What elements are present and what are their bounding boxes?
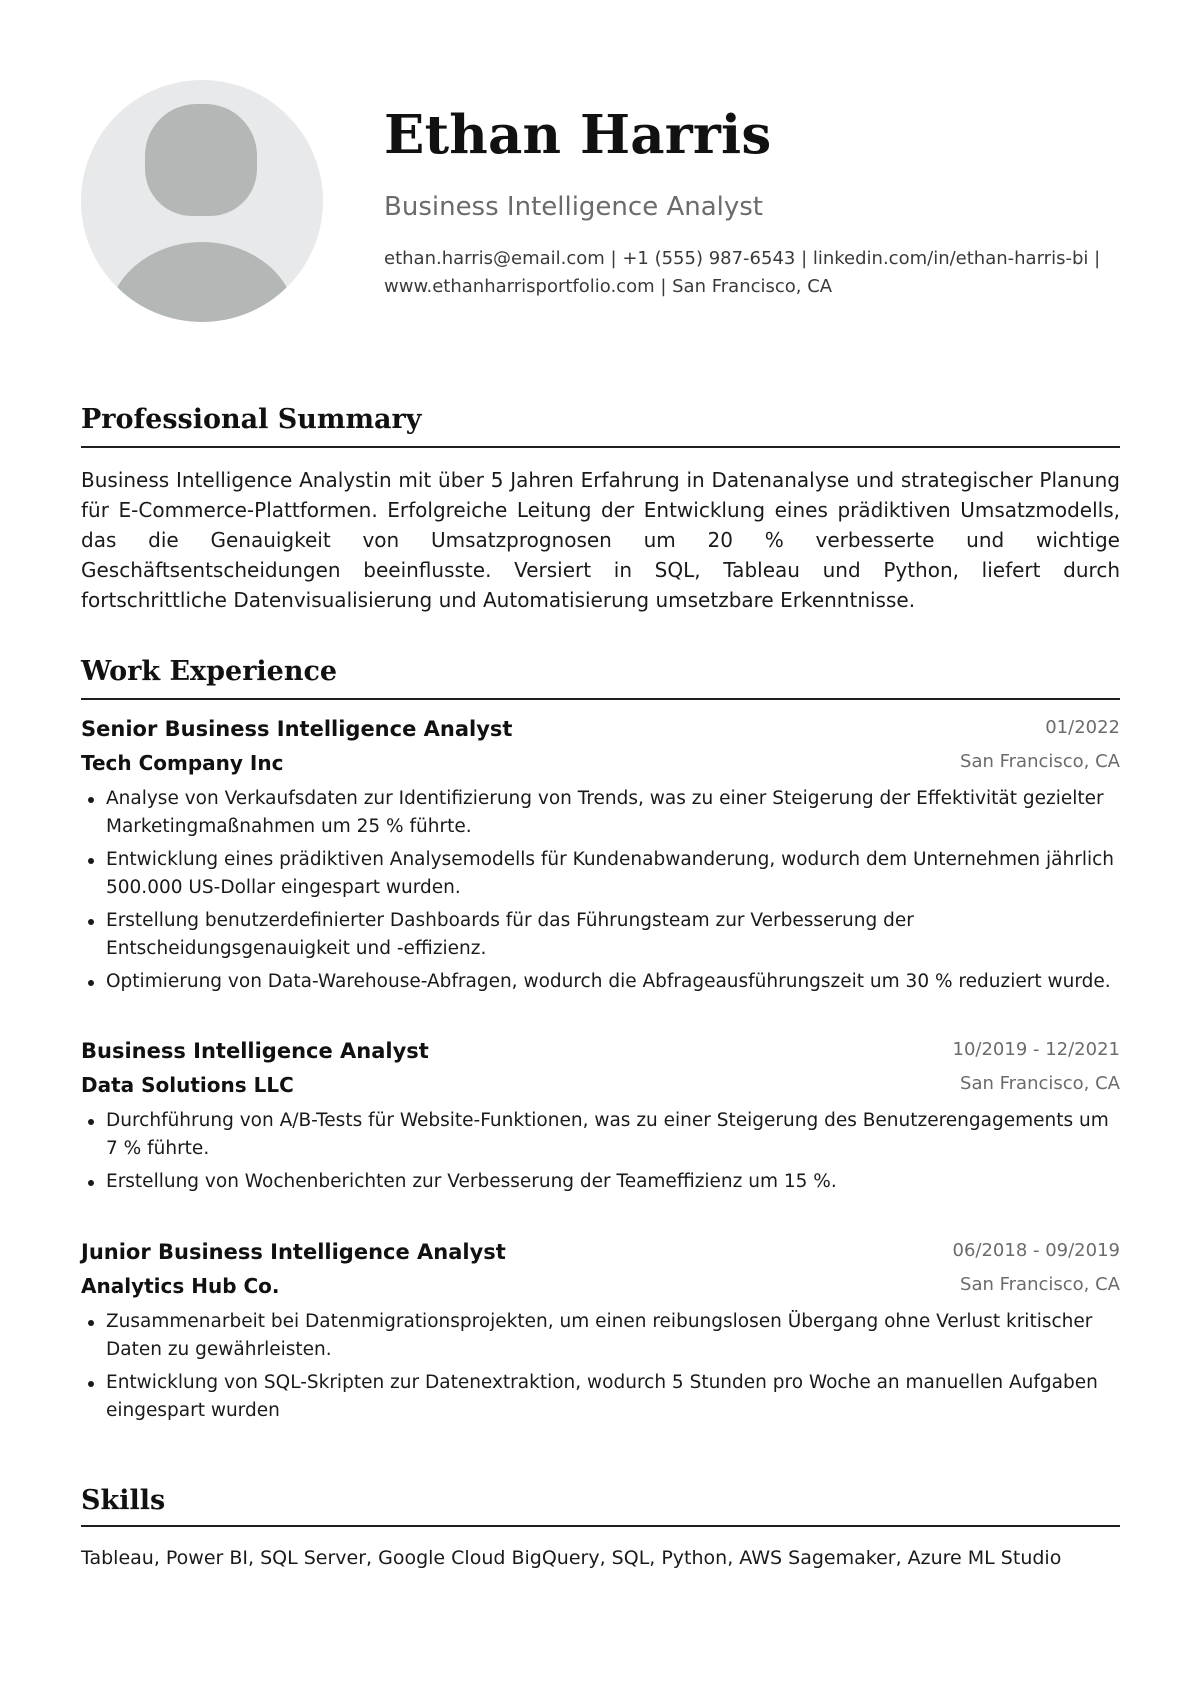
candidate-role: Business Intelligence Analyst (384, 192, 764, 222)
job-bullets (81, 1308, 1120, 1425)
experience-heading: Work Experience (81, 656, 338, 687)
job-bullet (81, 1369, 1120, 1425)
contact-line: ethan.harris@email.com | +1 (555) 987-6543 | linkedin.com/in/ethan-harris-bi | www.ethanharrisportfolio.com | San Francisco, CA (384, 248, 1101, 297)
bullet-dot-icon (88, 797, 94, 803)
job-location: San Francisco, CA (960, 1274, 1120, 1295)
job-company: Data Solutions LLC (81, 1073, 294, 1097)
job-entry (81, 1240, 1120, 1430)
job-bullet (81, 1107, 1120, 1163)
avatar-placeholder (81, 80, 323, 322)
skills-text: Tableau, Power BI, SQL Server, Google Cloud BigQuery, SQL, Python, AWS Sagemaker, Azure ML Studio (81, 1547, 1062, 1569)
job-company-row (81, 1274, 1120, 1308)
job-bullet (81, 1308, 1120, 1364)
job-bullet (81, 907, 1120, 963)
job-bullet-text: Erstellung benutzerdefinierter Dashboards für das Führungsteam zur Verbesserung der Entscheidungsgenauigkeit und -effizienz. (106, 910, 914, 959)
summary-heading: Professional Summary (81, 404, 422, 435)
job-company-row (81, 1073, 1120, 1107)
job-bullet-text: Entwicklung eines prädiktiven Analysemodells für Kundenabwanderung, wodurch dem Unternehmen jährlich 500.000 US-Dollar eingespart wurden. (106, 849, 1115, 898)
job-bullet-text: Entwicklung von SQL-Skripten zur Datenextraktion, wodurch 5 Stunden pro Woche an manuellen Aufgaben eingespart wurden (106, 1372, 1098, 1421)
job-bullet-text: Optimierung von Data-Warehouse-Abfragen, wodurch die Abfrageausführungszeit um 30 % reduziert wurde. (106, 971, 1111, 992)
bullet-dot-icon (88, 1119, 94, 1125)
job-title-row (81, 1039, 1120, 1073)
summary-divider (81, 446, 1120, 448)
bullet-dot-icon (88, 858, 94, 864)
job-bullet-text: Zusammenarbeit bei Datenmigrationsprojekten, um einen reibungslosen Übergang ohne Verlust kritischer Daten zu gewährleisten. (106, 1311, 1093, 1360)
bullet-dot-icon (88, 980, 94, 986)
job-title: Business Intelligence Analyst (81, 1039, 429, 1063)
skills-heading: Skills (81, 1485, 166, 1516)
job-date: 06/2018 - 09/2019 (952, 1240, 1120, 1261)
job-location: San Francisco, CA (960, 751, 1120, 772)
job-title: Senior Business Intelligence Analyst (81, 717, 513, 741)
job-bullet (81, 968, 1120, 996)
bullet-dot-icon (88, 919, 94, 925)
job-company: Tech Company Inc (81, 751, 284, 775)
job-bullets (81, 1107, 1120, 1196)
job-bullet-text: Durchführung von A/B-Tests für Website-Funktionen, was zu einer Steigerung des Benutzerengagements um 7 % führte. (106, 1110, 1109, 1159)
job-company: Analytics Hub Co. (81, 1274, 280, 1298)
skills-divider (81, 1525, 1120, 1527)
job-title: Junior Business Intelligence Analyst (81, 1240, 506, 1264)
candidate-name: Ethan Harris (384, 104, 772, 166)
avatar-body-shape (108, 242, 296, 322)
job-title-row (81, 1240, 1120, 1274)
job-date: 10/2019 - 12/2021 (952, 1039, 1120, 1060)
job-location: San Francisco, CA (960, 1073, 1120, 1094)
job-bullets (81, 785, 1120, 996)
experience-divider (81, 698, 1120, 700)
job-bullet (81, 1168, 1120, 1196)
job-bullet (81, 846, 1120, 902)
job-entry (81, 717, 1120, 1001)
bullet-dot-icon (88, 1320, 94, 1326)
avatar-head-shape (145, 104, 257, 216)
job-bullet (81, 785, 1120, 841)
job-title-row (81, 717, 1120, 751)
job-entry (81, 1039, 1120, 1201)
job-bullet-text: Analyse von Verkaufsdaten zur Identifizierung von Trends, was zu einer Steigerung der Effektivität gezielter Marketingmaßnahmen um 25 % führte. (106, 788, 1104, 837)
summary-text: Business Intelligence Analystin mit über 5 Jahren Erfahrung in Datenanalyse und strategischer Planung für E-Commerce-Plattformen. Erfolgreiche Leitung der Entwicklung eines prädiktiven Umsatzmodells, das die Genauigkeit von Umsatzprognosen um 20 % verbesserte und wichtige Geschäftsentscheidungen beeinflusste. Versiert in SQL, Tableau und Python, liefert durch fortschrittliche Datenvisualisierung und Automatisierung umsetzbare Erkenntnisse. (81, 468, 1120, 612)
job-date: 01/2022 (1045, 717, 1120, 738)
job-bullet-text: Erstellung von Wochenberichten zur Verbesserung der Teameffizienz um 15 %. (106, 1171, 837, 1192)
job-company-row (81, 751, 1120, 785)
bullet-dot-icon (88, 1381, 94, 1387)
bullet-dot-icon (88, 1180, 94, 1186)
